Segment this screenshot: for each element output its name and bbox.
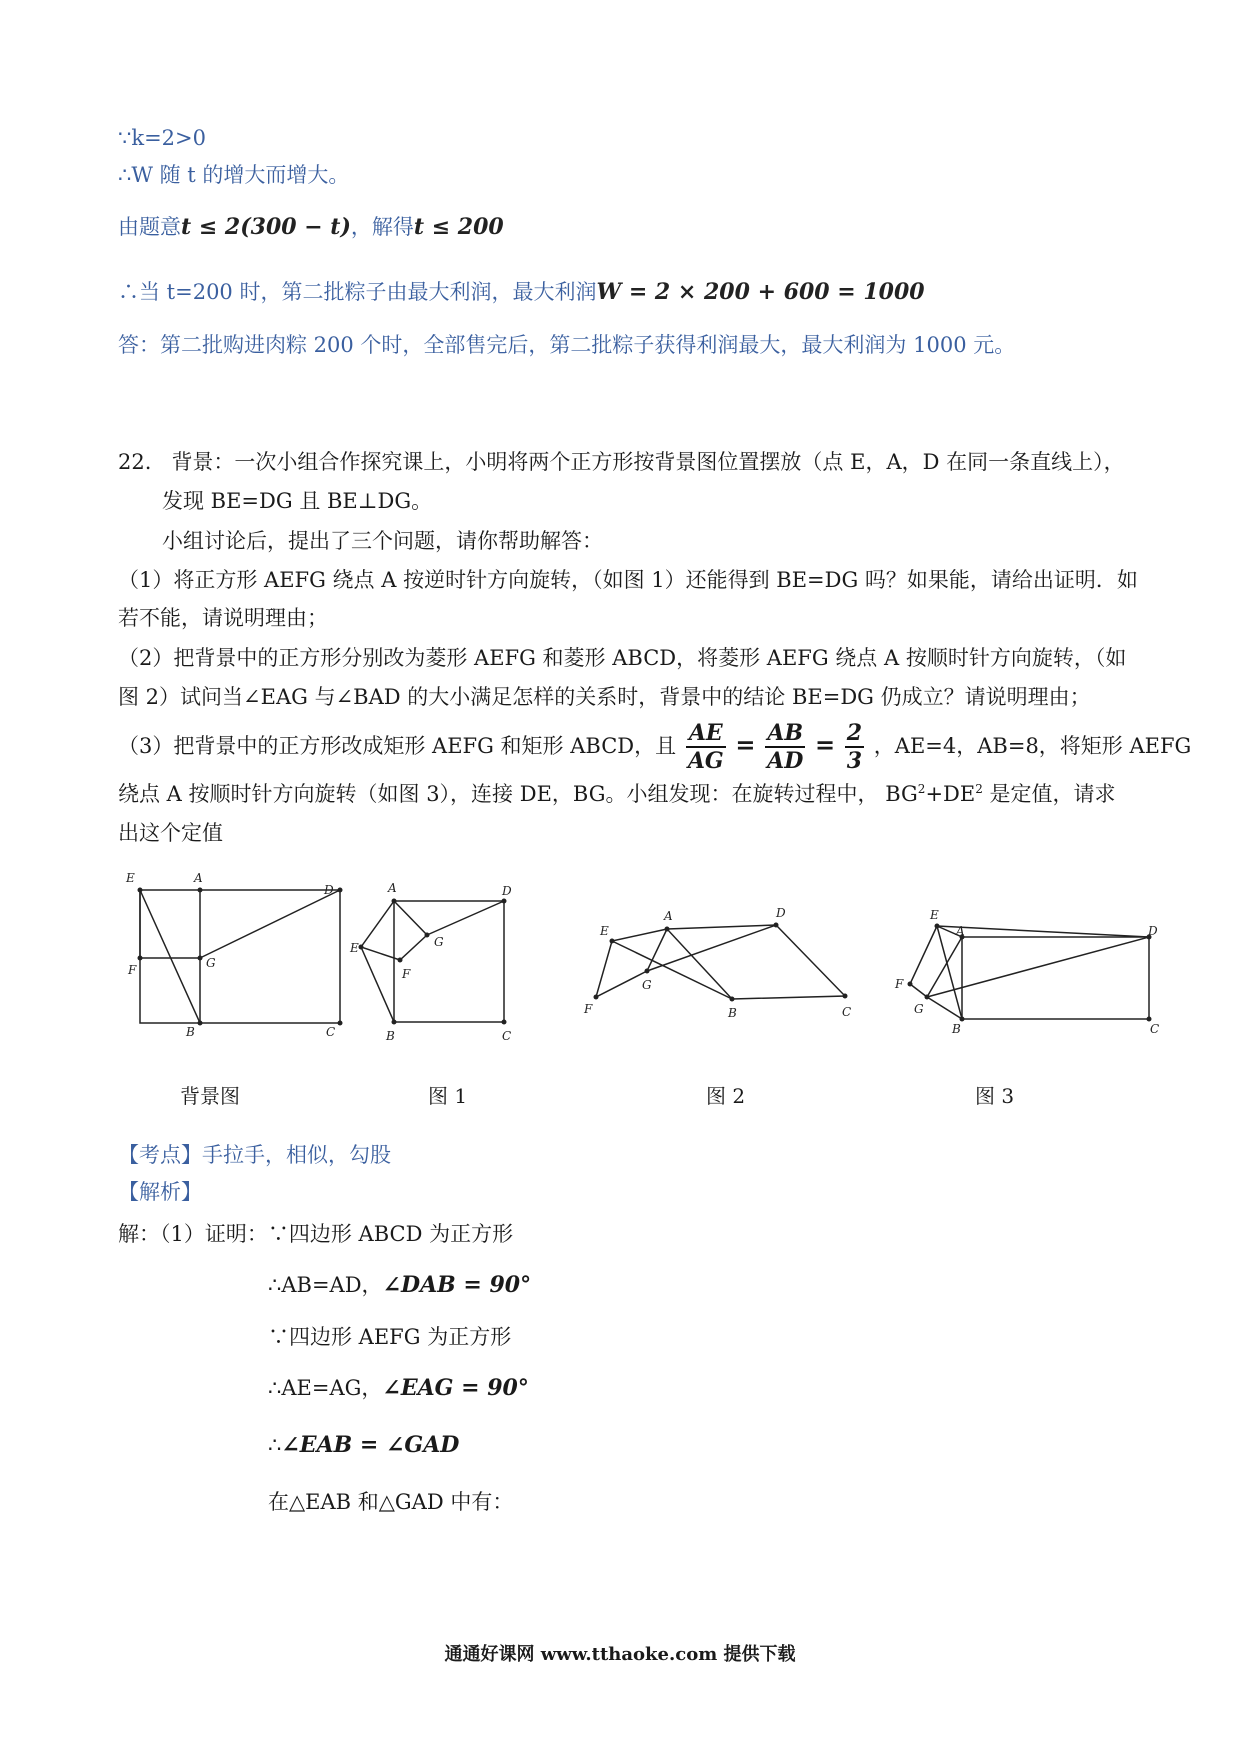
- label-A: A: [388, 881, 397, 895]
- label-G: G: [914, 1002, 924, 1016]
- caption-figure-2: 图 2: [706, 1084, 746, 1108]
- kaodian-text: 手拉手，相似，勾股: [202, 1143, 391, 1167]
- label-D: D: [1148, 924, 1158, 938]
- label-F: F: [402, 967, 411, 981]
- figure-1: [350, 880, 520, 1044]
- solution-line-4-text: ∴当 t=200 时，第二批粽子由最大利润，最大利润: [118, 280, 597, 304]
- question-3-line-1: [118, 720, 1191, 775]
- label-F: F: [584, 1002, 593, 1016]
- solution-line-3-text2: ，解得: [350, 215, 414, 239]
- answer-line: 答：第二批购进肉粽 200 个时，全部售完后，第二批粽子获得利润最大，最大利润为 1000 元。: [118, 333, 1016, 357]
- question-3-line-2: [118, 782, 1116, 807]
- angle-dab-equation: ∠DAB = 90°: [382, 1272, 532, 1298]
- kaodian-line: [118, 1143, 391, 1168]
- question-3-text-c: 绕点 A 按顺时针方向旋转（如图 3），连接 DE，BG。小组发现：在旋转过程中，: [118, 782, 879, 806]
- label-E: E: [350, 941, 359, 955]
- label-G: G: [434, 935, 444, 949]
- equals-sign-2: =: [815, 729, 836, 759]
- solution-step-4: [268, 1375, 529, 1401]
- label-C: C: [1150, 1022, 1160, 1036]
- label-D: D: [324, 883, 334, 897]
- label-E: E: [600, 924, 609, 938]
- kaodian-tag: 【考点】: [118, 1143, 202, 1167]
- label-G: G: [642, 978, 652, 992]
- question-3-text-a: （3）把背景中的正方形改成矩形 AEFG 和矩形 ABCD，且: [118, 733, 677, 758]
- label-E: E: [126, 871, 135, 885]
- equals-sign-1: =: [735, 729, 756, 759]
- label-A: A: [956, 924, 965, 938]
- label-A: A: [664, 909, 673, 923]
- inequality: t ≤ 2(300 − t): [181, 214, 351, 240]
- step-2-text: ∴AB=AD，: [268, 1273, 383, 1297]
- fraction-ae-ag: $\frac{AE}{AG}$: [687, 720, 724, 775]
- problem-22-intro: [118, 450, 1125, 475]
- angle-equality: ∠EAB = ∠GAD: [281, 1432, 460, 1458]
- solution-step-3: ∵四边形 AEFG 为正方形: [268, 1325, 512, 1349]
- solution-line-2: ∴W 随 t 的增大而增大。: [118, 163, 350, 187]
- solution-line-3-text: 由题意: [118, 215, 181, 239]
- step-5-text: ∴: [268, 1433, 282, 1457]
- page-footer: 通通好课网 www.tthaoke.com 提供下载: [444, 1644, 796, 1665]
- caption-figure-1: 图 1: [428, 1084, 468, 1108]
- fraction-ab-ad: $\frac{AB}{AD}$: [767, 720, 804, 775]
- label-B: B: [728, 1006, 737, 1020]
- jiexi-tag: 【解析】: [118, 1180, 202, 1204]
- inequality-result: t ≤ 200: [413, 214, 504, 240]
- solution-line-3: [118, 214, 504, 240]
- question-2-line-1: （2）把背景中的正方形分别改为菱形 AEFG 和菱形 ABCD，将菱形 AEFG 绕点 A 按顺时针方向旋转，（如: [118, 646, 1127, 670]
- label-A: A: [194, 871, 203, 885]
- label-C: C: [502, 1029, 512, 1043]
- problem-background: 背景：一次小组合作探究课上，小明将两个正方形按背景图位置摆放（点 E，A，D 在同一条直线上），: [171, 450, 1125, 474]
- solution-step-6: 在△EAB 和△GAD 中有：: [268, 1490, 514, 1514]
- figure-background: [120, 870, 340, 1044]
- problem-finding: 发现 BE=DG 且 BE⊥DG。: [162, 489, 433, 513]
- caption-figure-3: 图 3: [975, 1084, 1015, 1108]
- question-3-text-b: ，AE=4，AB=8，将矩形 AEFG: [873, 733, 1192, 758]
- question-2-line-2: 图 2）试问当∠EAG 与∠BAD 的大小满足怎样的关系时，背景中的结论 BE=DG 仍成立？请说明理由；: [118, 685, 1091, 709]
- max-profit-equation: W = 2 × 200 + 600 = 1000: [596, 279, 925, 305]
- label-B: B: [186, 1025, 195, 1039]
- question-3-line-3: 出这个定值: [118, 821, 223, 845]
- label-F: F: [128, 963, 137, 977]
- fraction-2-3: $\frac{2}{3}$: [846, 720, 863, 775]
- label-C: C: [842, 1005, 852, 1019]
- question-1-line-1: （1）将正方形 AEFG 绕点 A 按逆时针方向旋转，（如图 1）还能得到 BE=DG 吗？如果能，请给出证明．如: [118, 568, 1138, 592]
- label-B: B: [952, 1022, 961, 1036]
- label-E: E: [930, 908, 939, 922]
- figure-2: [580, 905, 860, 1039]
- problem-number: 22.: [118, 450, 152, 474]
- figure-3: [880, 905, 1160, 1039]
- problem-discussion: 小组讨论后，提出了三个问题，请你帮助解答：: [162, 529, 603, 553]
- solution-line-1: ∵k=2>0: [118, 126, 206, 150]
- label-B: B: [386, 1029, 395, 1043]
- question-3-text-d: 是定值，请求: [982, 782, 1116, 806]
- solution-step-1: 解：（1）证明：∵四边形 ABCD 为正方形: [118, 1222, 514, 1246]
- label-F: F: [895, 977, 904, 991]
- bg-squared: $BG^2+DE^2$: [885, 782, 983, 806]
- angle-eag-equation: ∠EAG = 90°: [382, 1375, 529, 1401]
- label-D: D: [776, 906, 786, 920]
- question-1-line-2: 若不能，请说明理由；: [118, 606, 328, 630]
- label-C: C: [326, 1025, 336, 1039]
- solution-line-4: [118, 279, 925, 305]
- step-4-text: ∴AE=AG，: [268, 1376, 383, 1400]
- label-G: G: [206, 956, 216, 970]
- solution-step-5: [268, 1432, 459, 1458]
- label-D: D: [502, 884, 512, 898]
- solution-step-2: [268, 1272, 531, 1298]
- caption-background-figure: 背景图: [180, 1084, 240, 1108]
